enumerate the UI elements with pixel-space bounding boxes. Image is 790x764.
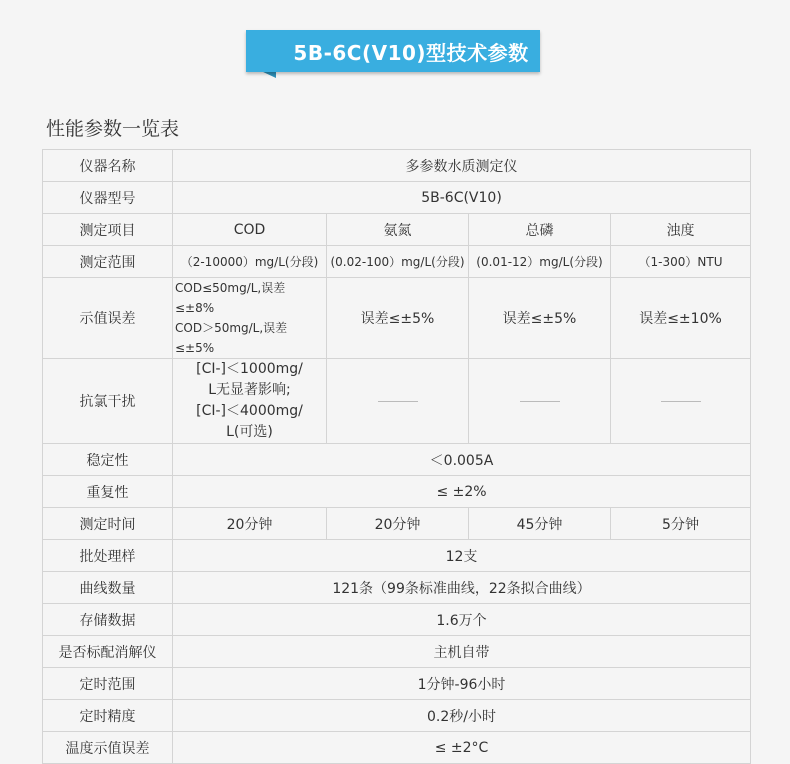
table-row <box>43 572 751 604</box>
row-label: 稳定性 <box>43 444 173 476</box>
error-phosphorus: 误差≤±5% <box>469 278 611 359</box>
time-phosphorus: 45分钟 <box>469 508 611 540</box>
banner-title: 5B-6C(V10)型技术参数 <box>293 40 529 65</box>
table-row <box>43 604 751 636</box>
table-row <box>43 182 751 214</box>
row-label: 抗氯干扰 <box>43 359 173 444</box>
row-label: 示值误差 <box>43 278 173 359</box>
row-value: 多参数水质测定仪 <box>173 150 751 182</box>
row-value: 0.2秒/小时 <box>173 700 751 732</box>
table-row <box>43 636 751 668</box>
row-label: 定时精度 <box>43 700 173 732</box>
table-row <box>43 700 751 732</box>
row-label: 仪器名称 <box>43 150 173 182</box>
row-value: ≤ ±2°C <box>173 732 751 764</box>
item-cod: COD <box>173 214 327 246</box>
table-row <box>43 540 751 572</box>
spec-table <box>42 149 751 764</box>
row-label: 存储数据 <box>43 604 173 636</box>
table-row <box>43 732 751 764</box>
range-phosphorus: (0.01-12）mg/L(分段) <box>469 246 611 278</box>
table-row <box>43 214 751 246</box>
range-ammonia: (0.02-100）mg/L(分段) <box>327 246 469 278</box>
error-cod-line1: COD≤50mg/L,误差≤±8% <box>175 281 286 315</box>
title-banner <box>246 30 540 76</box>
dash-line <box>661 401 701 402</box>
row-label: 测定时间 <box>43 508 173 540</box>
error-cod <box>173 278 327 359</box>
row-value: 12支 <box>173 540 751 572</box>
row-value: ＜0.005A <box>173 444 751 476</box>
row-label: 是否标配消解仪 <box>43 636 173 668</box>
row-value: 1.6万个 <box>173 604 751 636</box>
row-label: 测定项目 <box>43 214 173 246</box>
row-value: 121条（99条标准曲线，22条拟合曲线） <box>173 572 751 604</box>
table-row <box>43 359 751 444</box>
item-turbidity: 浊度 <box>611 214 751 246</box>
time-cod: 20分钟 <box>173 508 327 540</box>
chlorine-cod: [CI-]＜1000mg/ L无显著影响; [CI-]＜4000mg/ L(可选) <box>173 359 327 444</box>
chlorine-turbidity <box>611 359 751 444</box>
error-turbidity: 误差≤±10% <box>611 278 751 359</box>
table-row <box>43 150 751 182</box>
row-label: 定时范围 <box>43 668 173 700</box>
row-label: 测定范围 <box>43 246 173 278</box>
row-value: 5B-6C(V10) <box>173 182 751 214</box>
banner-box <box>246 30 540 72</box>
row-value: 1分钟-96小时 <box>173 668 751 700</box>
table-row <box>43 668 751 700</box>
row-value: 主机自带 <box>173 636 751 668</box>
range-turbidity: （1-300）NTU <box>611 246 751 278</box>
item-phosphorus: 总磷 <box>469 214 611 246</box>
time-ammonia: 20分钟 <box>327 508 469 540</box>
row-label: 重复性 <box>43 476 173 508</box>
row-label: 批处理样 <box>43 540 173 572</box>
dash-line <box>520 401 560 402</box>
row-value: ≤ ±2% <box>173 476 751 508</box>
error-cod-line2: COD＞50mg/L,误差≤±5% <box>175 321 288 355</box>
error-ammonia: 误差≤±5% <box>327 278 469 359</box>
chlorine-phosphorus <box>469 359 611 444</box>
time-turbidity: 5分钟 <box>611 508 751 540</box>
chlorine-ammonia <box>327 359 469 444</box>
row-label: 温度示值误差 <box>43 732 173 764</box>
row-label: 曲线数量 <box>43 572 173 604</box>
table-row <box>43 476 751 508</box>
table-row <box>43 444 751 476</box>
table-row <box>43 508 751 540</box>
dash-line <box>378 401 418 402</box>
table-row <box>43 246 751 278</box>
table-row <box>43 278 751 359</box>
range-cod: （2-10000）mg/L(分段) <box>173 246 327 278</box>
row-label: 仪器型号 <box>43 182 173 214</box>
section-title: 性能参数一览表 <box>46 118 180 140</box>
item-ammonia: 氨氮 <box>327 214 469 246</box>
